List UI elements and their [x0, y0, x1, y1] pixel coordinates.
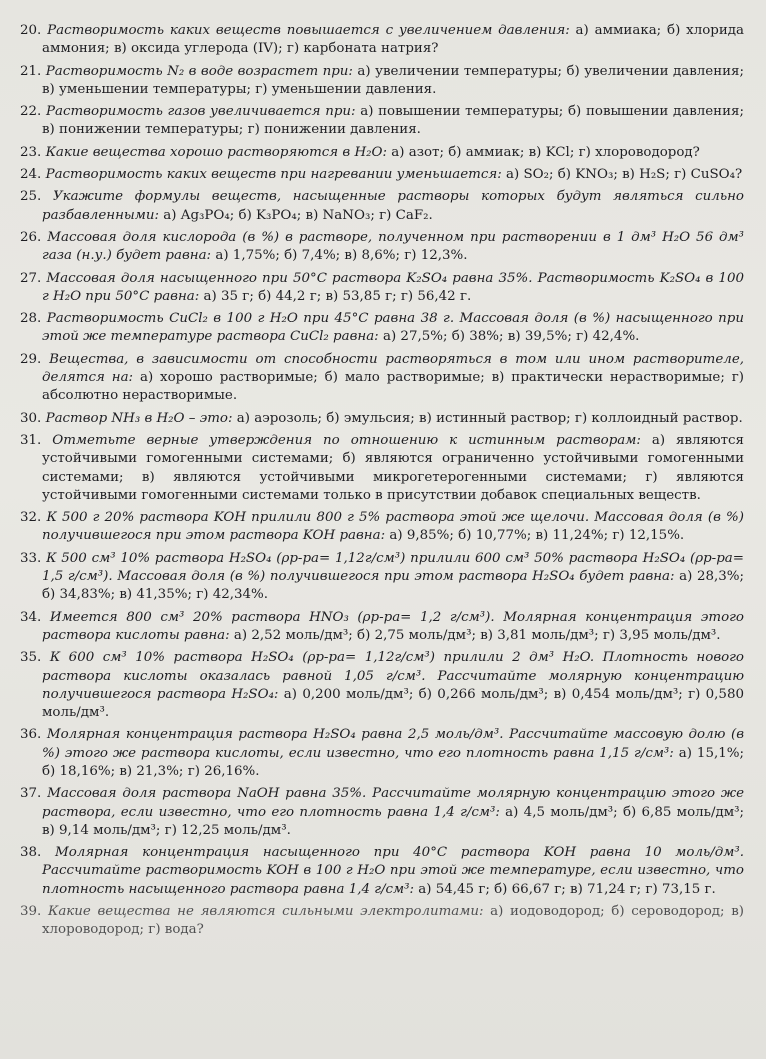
question-item [20, 166, 744, 184]
question-number: 31. [20, 432, 42, 448]
question-item [20, 63, 744, 100]
question-item [20, 410, 744, 428]
question-item [20, 351, 744, 406]
question-prompt: Массовая доля кислорода (в %) в растворе, полученном при растворении в 1 дм³ H₂O 56 дм³ газа (н.у.) будет равна: [42, 229, 744, 264]
question-prompt: К 600 см³ 10% раствора H₂SO₄ (ρр-ра= 1,12г/см³) прилили 2 дм³ H₂O. Плотность нового раствора кислоты оказалась равной 1,05 г/см³. Рассчитайте молярную концентрацию получившегося раствора H₂SO₄: [42, 650, 744, 702]
answer-options: а) являются устойчивыми гомогенными системами; б) являются ограниченно устойчивыми гомогенными системами; в) являются устойчивыми микрогетерогенными системами; г) являются устойчивыми гомогенными системами только в присутствии добавок специальных веществ. [42, 432, 744, 503]
question-prompt: К 500 г 20% раствора KOH прилили 800 г 5% раствора этой же щелочи. Массовая доля (в %) получившегося при этом раствора KOH равна: [42, 510, 744, 544]
question-item [20, 726, 744, 781]
question-item [20, 649, 744, 722]
question-item [20, 609, 744, 646]
question-prompt: Растворимость N₂ в воде возрастет при: [45, 63, 353, 79]
question-number: 36. [20, 727, 42, 743]
question-prompt: Какие вещества хорошо растворяются в H₂O: [45, 144, 387, 160]
question-number: 38. [20, 845, 42, 861]
question-number: 34. [20, 609, 42, 625]
question-number: 39. [20, 904, 42, 920]
question-prompt: Раствор NH₃ в H₂O – это: [45, 410, 233, 426]
question-number: 23. [20, 144, 42, 160]
question-prompt: Отметьте верные утверждения по отношению к истинным растворам: [52, 432, 641, 448]
answer-options: а) 27,5%; б) 38%; в) 39,5%; г) 42,4%. [378, 329, 640, 345]
answer-options: а) 9,85%; б) 10,77%; в) 11,24%; г) 12,15%. [385, 528, 685, 544]
question-number: 27. [20, 270, 42, 286]
answer-options: а) иодоводород; б) сероводород; в) хлороводород; г) вода? [42, 904, 744, 938]
answer-options: а) повышении температуры; б) повышении давления; в) понижении температуры; г) понижении давления. [42, 104, 744, 138]
question-prompt: Растворимость каких веществ при нагревании уменьшается: [45, 167, 502, 183]
question-number: 24. [20, 167, 42, 183]
question-number: 33. [20, 550, 42, 566]
question-number: 26. [20, 229, 42, 245]
question-prompt: Растворимость газов увеличивается при: [45, 104, 356, 120]
question-item [20, 144, 744, 162]
question-item [20, 270, 744, 307]
question-item [20, 103, 744, 140]
question-item [20, 188, 744, 225]
question-prompt: Растворимость каких веществ повышается с увеличением давления: [47, 23, 570, 38]
question-number: 28. [20, 311, 42, 327]
question-prompt: Массовая доля раствора NaOH равна 35%. Рассчитайте молярную концентрацию этого же раствора, если известно, что его плотность равна 1,4 г/см³: [42, 786, 744, 820]
answer-options: а) 2,52 моль/дм³; б) 2,75 моль/дм³; в) 3,81 моль/дм³; г) 3,95 моль/дм³. [229, 627, 721, 643]
question-number: 25. [20, 189, 42, 205]
answer-options: а) 15,1%; б) 18,16%; в) 21,3%; г) 26,16%. [42, 745, 744, 779]
answer-options: а) азот; б) аммиак; в) KCl; г) хлороводород? [386, 144, 700, 160]
question-number: 30. [20, 410, 42, 426]
answer-options: а) аэрозоль; б) эмульсия; в) истинный раствор; г) коллоидный раствор. [232, 410, 743, 426]
question-prompt: Вещества, в зависимости от способности растворяться в том или ином растворителе, делятся на: [42, 351, 744, 386]
question-item [20, 229, 744, 266]
answer-options: а) 35 г; б) 44,2 г; в) 53,85 г; г) 56,42 г. [199, 288, 472, 304]
question-item [20, 550, 744, 605]
question-number: 32. [20, 510, 42, 526]
question-item [20, 509, 744, 546]
question-prompt: Растворимость CuCl₂ в 100 г H₂O при 45°C равна 38 г. Массовая доля (в %) насыщенного при этой же температуре раствора CuCl₂ равна: [42, 311, 744, 345]
question-number: 22. [20, 104, 42, 120]
question-item [20, 22, 744, 59]
question-prompt: Укажите формулы веществ, насыщенные растворы которых будут являться сильно разбавленными: [42, 189, 744, 223]
question-prompt: Имеется 800 см³ 20% раствора HNO₃ (ρр-ра= 1,2 г/см³). Молярная концентрация этого раствора кислоты равна: [42, 609, 744, 643]
answer-options: а) 4,5 моль/дм³; б) 6,85 моль/дм³; в) 9,14 моль/дм³; г) 12,25 моль/дм³. [42, 804, 745, 838]
answer-options: а) Ag₃PO₄; б) K₃PO₄; в) NaNO₃; г) CaF₂. [159, 207, 433, 223]
question-item [20, 432, 744, 505]
question-number: 21. [20, 63, 42, 79]
question-number: 29. [20, 351, 42, 367]
answer-options: а) увеличении температуры; б) увеличении давления; в) уменьшении температуры; г) уменьшении давления. [42, 63, 745, 97]
question-number: 20. [20, 23, 42, 38]
question-list [20, 22, 744, 940]
question-prompt: Какие вещества не являются сильными электролитами: [47, 904, 484, 920]
question-prompt: Массовая доля насыщенного при 50°C раствора K₂SO₄ равна 35%. Растворимость K₂SO₄ в 100 г H₂O при 50°C равна: [42, 270, 744, 304]
question-prompt: К 500 см³ 10% раствора H₂SO₄ (ρр-ра= 1,12г/см³) прилили 600 см³ 50% раствора H₂SO₄ (ρр-ра= 1,5 г/см³). Массовая доля (в %) получившегося при этом раствора H₂SO₄ будет равна: [42, 550, 744, 585]
question-number: 35. [20, 650, 42, 666]
answer-options: а) 54,45 г; б) 66,67 г; в) 71,24 г; г) 73,15 г. [414, 881, 716, 897]
question-prompt: Молярная концентрация насыщенного при 40°C раствора KOH равна 10 моль/дм³. Рассчитайте растворимость KOH в 100 г H₂O при этой же температуре, если известно, что плотность насыщенного раствора равна 1,4 г/см³: [42, 845, 744, 897]
answer-options: а) 0,200 моль/дм³; б) 0,266 моль/дм³; в) 0,454 моль/дм³; г) 0,580 моль/дм³. [42, 686, 744, 721]
question-prompt: Молярная концентрация раствора H₂SO₄ равна 2,5 моль/дм³. Рассчитайте массовую долю (в %) этого же раствора кислоты, если известно, что его плотность равна 1,15 г/см³: [42, 727, 744, 761]
answer-options: а) SO₂; б) KNO₃; в) H₂S; г) CuSO₄? [501, 167, 743, 183]
question-item [20, 785, 744, 840]
question-number: 37. [20, 786, 42, 802]
question-item [20, 844, 744, 899]
question-item [20, 310, 744, 347]
question-item [20, 903, 744, 940]
answer-options: а) 28,3%; б) 34,83%; в) 41,35%; г) 42,34%. [42, 569, 744, 603]
answer-options: а) хорошо растворимые; б) мало растворимые; в) практически нерастворимые; г) абсолютно нерастворимые. [42, 370, 744, 404]
answer-options: а) 1,75%; б) 7,4%; в) 8,6%; г) 12,3%. [211, 248, 468, 264]
answer-options: а) аммиака; б) хлорида аммония; в) оксида углерода (IV); г) карбоната натрия? [42, 23, 745, 57]
